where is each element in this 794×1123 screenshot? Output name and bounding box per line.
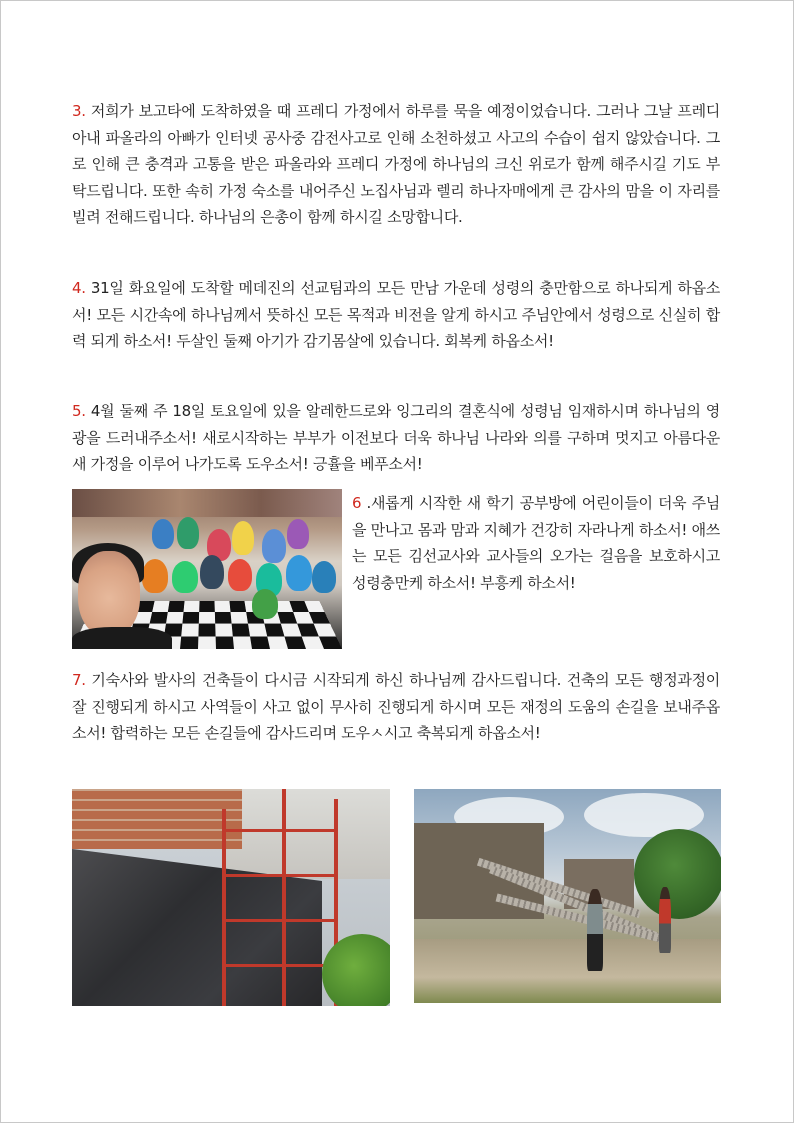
scaffold-bar (222, 919, 338, 922)
prayer-item-4 (72, 275, 720, 355)
prayer-item-7 (72, 667, 720, 747)
prayer-item-5 (72, 398, 720, 478)
child-figure (286, 555, 312, 591)
child-figure (287, 519, 309, 549)
item-number: 6 (352, 494, 362, 512)
standing-man (659, 887, 671, 953)
item-number: 3. (72, 102, 86, 120)
child-figure (228, 559, 252, 591)
item-number: 4. (72, 279, 86, 297)
item-text: 4월 둘째 주 18일 토요일에 있을 알레한드로와 잉그리의 결혼식에 성령님 임재하시며 하나님의 영광을 드러내주소서! 새로시작하는 부부가 이전보다 더욱 하나님 나라와 의를 구하며 멋지고 아름다운 새 가정을 이루어 나가도록 도우소서! 긍휼을 베푸소서! (72, 402, 720, 473)
selfie-body (72, 627, 172, 649)
tree (634, 829, 721, 919)
child-figure (152, 519, 174, 549)
item-text: 저희가 보고타에 도착하였을 때 프레디 가정에서 하루를 묵을 예정이었습니다. 그러나 그날 프레디 아내 파올라의 아빠가 인터넷 공사중 감전사고로 인해 소천하셨고 사고의 수습이 쉽지 않았습니다. 그로 인해 큰 충격과 고통을 받은 파올라와 프레디 가정에 하나님의 크신 위로가 함께 해주시길 기도 부탁드립니다. 또한 속히 가정 숙소를 내어주신 노집사님과 렐리 하나자매에게 큰 감사의 맘을 이 자리를 빌려 전해드립니다. 하나님의 은총이 함께 하시길 소망합니다. (72, 102, 720, 226)
child-figure (172, 561, 198, 593)
prayer-item-6 (352, 490, 720, 596)
green-bush (322, 934, 390, 1006)
child-figure (200, 555, 224, 589)
item-text: 31일 화요일에 도착할 메데진의 선교팀과의 모든 만남 가운데 성령의 충만함으로 하나되게 하옵소서! 모든 시간속에 하나님께서 뜻하신 모든 목적과 비전을 알게 하시고 주님안에서 성령으로 신실히 합력 되게 하소서! 두살인 둘째 아기가 감기몸살에 있습니다. 회복케 하옵소서! (72, 279, 720, 350)
item-text: .새롭게 시작한 새 학기 공부방에 어린이들이 더욱 주님을 만나고 몸과 맘과 지혜가 건강히 자라나게 하소서! 애쓰는 모든 김선교사와 교사들의 오가는 걸음을 보호하시고 성령충만케 하소서! 부흥케 하소서! (352, 494, 720, 592)
concrete-wall (222, 789, 390, 879)
collapsed-roof-photo (414, 789, 721, 1003)
selfie-face (78, 551, 140, 637)
child-figure (177, 517, 199, 549)
child-figure (312, 561, 336, 593)
children-group-photo (72, 489, 342, 649)
brick-wall (72, 789, 242, 849)
item-number: 5. (72, 402, 86, 420)
child-figure (142, 559, 168, 593)
item-number: 7. (72, 671, 86, 689)
standing-man (587, 889, 603, 971)
scaffold-pole (282, 789, 286, 1006)
scaffolding-construction-photo (72, 789, 390, 1006)
child-figure (262, 529, 286, 563)
scaffold-bar (222, 829, 338, 832)
item-text: 기숙사와 발사의 건축들이 다시금 시작되게 하신 하나님께 감사드립니다. 건축의 모든 행정과정이 잘 진행되게 하시고 사역들이 사고 없이 무사히 진행되게 하시며 모든 재정의 도움의 손길을 보내주옵소서! 합력하는 모든 손길들에 감사드리며 도우ㅅ시고 축복되게 하옵소서! (72, 671, 720, 742)
scaffold-bar (222, 964, 338, 967)
child-figure (232, 521, 254, 555)
prayer-item-3 (72, 98, 720, 231)
ground (414, 939, 721, 1003)
photo-wall (72, 489, 342, 517)
child-figure (252, 589, 278, 619)
scaffold-pole (222, 809, 226, 1006)
scaffold-bar (222, 874, 338, 877)
